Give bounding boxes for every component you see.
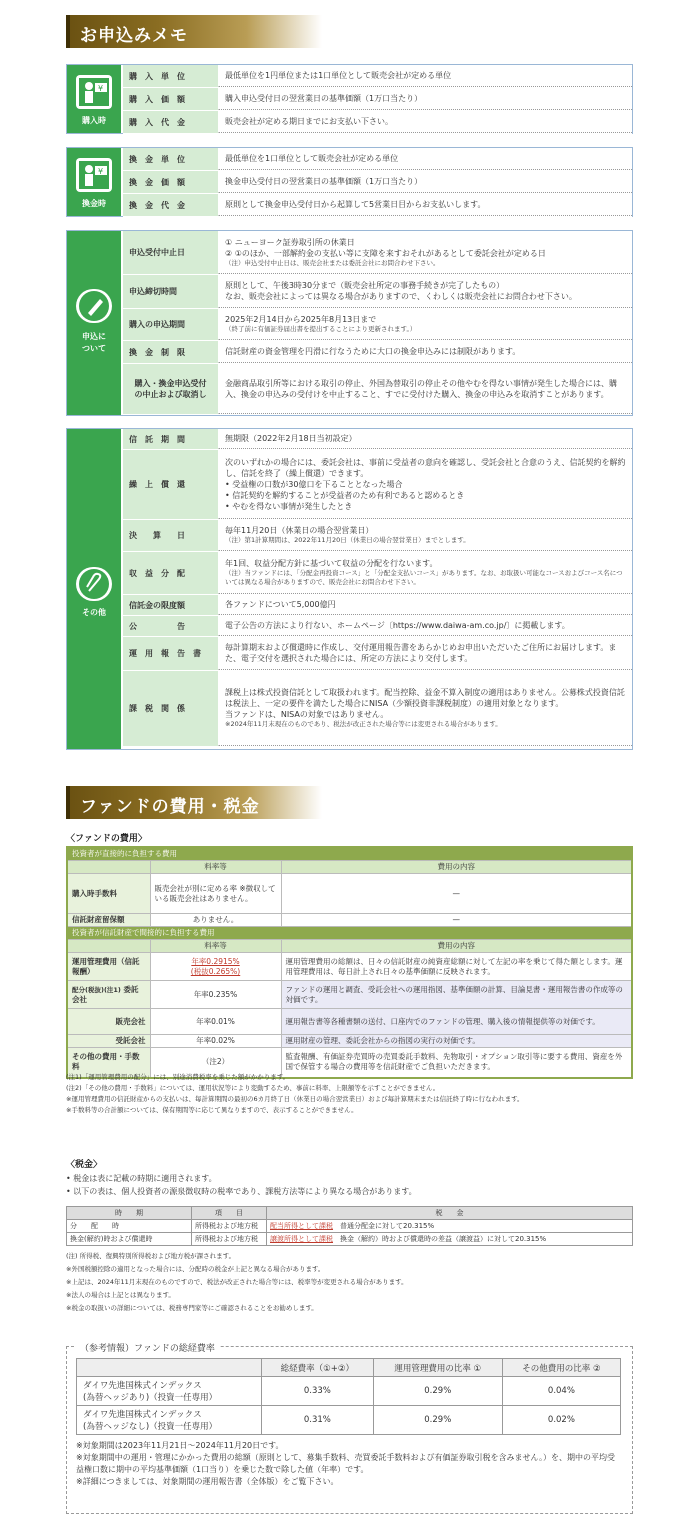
- fee-content: 運用報告書等各種書類の送付、口座内でのファンドの管理、購入後の情報提供等の対価です。: [281, 1009, 632, 1035]
- note: ※税金の取扱いの詳細については、税務専門家等にご確認されることをお勧めします。: [66, 1304, 318, 1312]
- tax-notes: [66, 1250, 408, 1315]
- row-value: 最低単位を1口単位として販売会社が定める単位: [218, 148, 632, 170]
- memo-title: お申込みメモ: [80, 26, 188, 46]
- ref-table: [76, 1358, 621, 1435]
- row-key: 収 益 分 配: [123, 552, 218, 594]
- note: (注) 所得税、復興特別所得税および地方税が課されます。: [66, 1252, 236, 1260]
- note: ※対象期間は2023年11月21日〜2024年11月20日です。: [76, 1441, 284, 1450]
- ratio: 0.02%: [502, 1406, 620, 1435]
- other-row: [123, 671, 632, 747]
- row-key: 信託金の限度額: [123, 595, 218, 615]
- tax-h: 税 金: [267, 1207, 633, 1220]
- apply-section: [66, 230, 633, 416]
- fee-rate: （注2）: [150, 1048, 281, 1078]
- fee-rate: 年率0.02%: [150, 1035, 281, 1048]
- ratio: 0.04%: [502, 1377, 620, 1406]
- apply-label-2: ついて: [82, 344, 106, 353]
- other-row: [123, 595, 632, 616]
- row-value: 金融商品取引所等における取引の停止、外国為替取引の停止その他やむを得ない事情が発生した場合には、購入、換金の申込みの受付けを中止すること、すでに受付けた購入、換金の申込みを取消すことがあります。: [218, 364, 632, 414]
- text: • やむを得ない事情が発生したとき: [225, 501, 353, 511]
- ref-h: 運用管理費用の比率 ①: [373, 1359, 502, 1377]
- row-key: 申込締切時間: [123, 275, 218, 308]
- row-key: 購 入 価 額: [123, 88, 218, 110]
- row-value: [218, 309, 632, 340]
- ref-h: 総経費率（①+②）: [262, 1359, 374, 1377]
- apply-side: [67, 231, 121, 415]
- direct-header: 投資者が直接的に負担する費用: [67, 847, 632, 861]
- text: ② ①のほか、一部解約金の支払い等に支障を来すおそれがあるとして委託会社が定める日: [225, 248, 546, 258]
- fee-content: 運用管理費用の総額は、日々の信託財産の純資産総額に対して左記の率を乗じて得た額とします。運用管理費用は、毎日計上され日々の基準価額に反映されます。: [281, 953, 632, 981]
- note: ※法人の場合は上記とは異なります。: [66, 1291, 175, 1299]
- row-value: 原則として換金申込受付日から起算して5営業日目からお支払いします。: [218, 194, 632, 216]
- text: なお、販売会社によっては異なる場合がありますので、くわしくは販売会社にお問合わせ下さい。: [225, 292, 577, 301]
- redeem-side: [67, 148, 121, 216]
- tax-type: 譲渡所得として課税: [270, 1235, 333, 1243]
- fee-content: 運用財産の管理、委託会社からの指図の実行の対価です。: [281, 1035, 632, 1048]
- apply-row: [123, 364, 632, 415]
- row-value: 購入申込受付日の翌営業日の基準価額（1万口当たり）: [218, 88, 632, 110]
- apply-row: [123, 309, 632, 341]
- fee-content: —: [281, 914, 632, 927]
- pen-icon: [76, 289, 112, 323]
- blank: [77, 1359, 262, 1377]
- row-key: [123, 364, 218, 414]
- mg-rate-ex: (税抜0.265%): [190, 966, 241, 976]
- row-key: 換 金 単 位: [123, 148, 218, 170]
- ratio: 0.29%: [373, 1377, 502, 1406]
- row-value: [218, 231, 632, 274]
- row-key: 購 入 代 金: [123, 111, 218, 133]
- row-value: 無期限（2022年2月18日当初設定）: [218, 429, 632, 449]
- apply-row: [123, 275, 632, 309]
- text: • 受益権の口数が30億口を下ることとなった場合: [225, 479, 403, 489]
- apply-row: [123, 231, 632, 275]
- apply-label-1: 申込に: [82, 332, 106, 341]
- row-value: 電子公告の方法により行ない、ホームページ〔https://www.daiwa-am.co.jp/〕に掲載します。: [218, 616, 632, 636]
- fee-key: 購入時手数料: [67, 874, 150, 914]
- paperclip-icon: [76, 567, 112, 601]
- other-section: [66, 428, 633, 750]
- note: (注2)「その他の費用・手数料」については、運用状況等により変動するため、事前に料率、上限額等を示すことができません。: [66, 1084, 440, 1092]
- fee-key: 信託財産留保額: [67, 914, 150, 927]
- fees-title: ファンドの費用・税金: [80, 797, 260, 817]
- row-key: 繰 上 償 還: [123, 450, 218, 519]
- tax-cell: 換金(解約)時および償還時: [67, 1233, 192, 1246]
- fund-line: (為替ヘッジあり)（投資一任専用）: [83, 1393, 218, 1403]
- text: • 信託契約を解約することが受益者のため有利であると認めるとき: [225, 490, 465, 500]
- other-row: [123, 616, 632, 637]
- fees-subtitle: 〈ファンドの費用〉: [66, 834, 147, 844]
- purchase-label: 購入時: [82, 116, 106, 125]
- row-value: [218, 275, 632, 308]
- content-header: 費用の内容: [281, 940, 632, 953]
- tax-h: 項 目: [192, 1207, 267, 1220]
- blank: [67, 940, 150, 953]
- row-key: 換 金 制 限: [123, 341, 218, 363]
- key-line: の中止および取消し: [134, 390, 207, 399]
- purchase-row: [123, 65, 632, 88]
- bullet: • 以下の表は、個人投資者の源泉徴収時の税率であり、課税方法等により異なる場合があります。: [66, 1187, 417, 1196]
- other-label: その他: [82, 608, 106, 617]
- fee-key: その他の費用・手数料: [67, 1048, 150, 1078]
- fee-rate: 年率0.01%: [150, 1009, 281, 1035]
- fund-name: [77, 1406, 262, 1435]
- fee-rate: 販売会社が別に定める率 ※徴収している販売会社はありません。: [150, 874, 281, 914]
- row-value: 信託財産の資金管理を円滑に行なうために大口の換金申込みには制限があります。: [218, 341, 632, 363]
- tax-cell: [267, 1233, 633, 1246]
- text: 当ファンドは、NISAの対象ではありません。: [225, 710, 389, 719]
- row-value: 毎計算期末および償還時に作成し、交付運用報告書をあらかじめお申出いただいたご住所にお届けします。また、電子交付を選択された場合には、所定の方法により交付します。: [218, 637, 632, 670]
- fee-content: 監査報酬、有価証券売買時の売買委託手数料、先物取引・オプション取引等に要する費用、資産を外国で保管する場合の費用等を信託財産でご負担いただきます。: [281, 1048, 632, 1078]
- purchase-row: [123, 111, 632, 134]
- tax-cell: [267, 1220, 633, 1233]
- tax-h: 時 期: [67, 1207, 192, 1220]
- other-row: [123, 520, 632, 552]
- ref-notes: [76, 1440, 621, 1488]
- tax-cell: 所得税および地方税: [192, 1220, 267, 1233]
- row-value: 販売会社が定める期日までにお支払い下さい。: [218, 111, 632, 133]
- text: 毎年11月20日（休業日の場合翌営業日）: [225, 526, 374, 535]
- apply-label: [67, 331, 121, 355]
- row-key: 換 金 代 金: [123, 194, 218, 216]
- svg-text:¥: ¥: [98, 167, 104, 176]
- fund-line: (為替ヘッジなし)（投資一任専用）: [83, 1422, 218, 1432]
- note: (注1)「運用管理費用の配分」には、別途消費税率を乗じた額がかかります。: [66, 1073, 290, 1081]
- row-value: [218, 520, 632, 551]
- row-key: 決 算 日: [123, 520, 218, 551]
- alloc-name: 受託会社: [67, 1035, 150, 1048]
- text: 2025年2月14日から2025年8月13日まで: [225, 315, 377, 324]
- fee-content: ファンドの運用と調査、受託会社への運用指図、基準価額の計算、目論見書・運用報告書の作成等の対価です。: [281, 981, 632, 1009]
- other-row: [123, 450, 632, 520]
- content-header: 費用の内容: [281, 861, 632, 874]
- tax-table: [66, 1206, 633, 1246]
- note: ※運用管理費用の信託財産からの支払いは、毎計算期間の最初の6カ月終了日（休業日の場合翌営業日）および毎計算期末または信託終了時に行なわれます。: [66, 1095, 524, 1103]
- text: 原則として、午後3時30分まで（販売会社所定の事務手続きが完了したもの）: [225, 281, 505, 290]
- ratio: 0.33%: [262, 1377, 374, 1406]
- tax-type: 配当所得として課税: [270, 1222, 333, 1230]
- row-value: 最低単位を1円単位または1口単位として販売会社が定める単位: [218, 65, 632, 87]
- row-key: 信 託 期 間: [123, 429, 218, 449]
- fund-name: [77, 1377, 262, 1406]
- purchase-section: [66, 64, 633, 134]
- apply-row: [123, 341, 632, 364]
- redeem-row: [123, 194, 632, 217]
- text: 年1回、収益分配方針に基づいて収益の分配を行ないます。: [225, 559, 438, 568]
- fund-line: ダイワ先進国株式インデックス: [83, 1381, 202, 1391]
- note: （終了前に有価証券届出書を提出することにより更新されます。）: [225, 325, 417, 333]
- tax-rate: 普通分配金に対して20.315%: [340, 1222, 435, 1230]
- note: ※手数料等の合計額については、保有期間等に応じて異なりますので、表示することができません。: [66, 1106, 358, 1114]
- note: （注）申込受付中止日は、販売会社または委託会社にお問合わせ下さい。: [225, 258, 440, 267]
- row-value: [218, 450, 632, 519]
- key-line: 購入・換金申込受付: [134, 379, 207, 388]
- rate-header: 料率等: [150, 940, 281, 953]
- row-key: 公 告: [123, 616, 218, 636]
- alloc-name: 委託会社: [72, 984, 139, 1004]
- row-value: 各ファンドについて5,000億円: [218, 595, 632, 615]
- indirect-header: 投資者が信託財産で間接的に負担する費用: [67, 927, 632, 940]
- ratio: 0.29%: [373, 1406, 502, 1435]
- tax-cell: 所得税および地方税: [192, 1233, 267, 1246]
- row-key: 申込受付中止日: [123, 231, 218, 274]
- fee-rate: ありません。: [150, 914, 281, 927]
- note: （注）第1計算期間は、2022年11月20日（休業日の場合翌営業日）までとします。: [225, 536, 470, 544]
- text: ① ニューヨーク証券取引所の休業日: [225, 237, 355, 247]
- note: ※外国税額控除の適用となった場合には、分配時の税金が上記と異なる場合があります。: [66, 1265, 325, 1273]
- row-value: [218, 671, 632, 746]
- redeem-section: [66, 147, 633, 217]
- redeem-icon: [76, 158, 112, 192]
- fee-rate: [150, 953, 281, 981]
- fee-key: 運用管理費用（信託報酬）: [67, 953, 150, 981]
- tax-subtitle: 〈税金〉: [66, 1160, 103, 1170]
- memo-banner: [66, 15, 322, 48]
- row-key: 換 金 価 額: [123, 171, 218, 193]
- mg-rate: 年率0.2915%: [191, 956, 240, 966]
- redeem-label: 換金時: [82, 199, 106, 208]
- text: 次のいずれかの場合には、委託会社は、事前に受益者の意向を確認し、受託会社と合意のうえ、信託契約を解約し、信託を終了（繰上償還）できます。: [225, 457, 626, 478]
- row-key: 運 用 報 告 書: [123, 637, 218, 670]
- row-key: 購 入 単 位: [123, 65, 218, 87]
- blank: [67, 861, 150, 874]
- ratio: 0.31%: [262, 1406, 374, 1435]
- note: ※上記は、2024年11月末現在のものですので、税法が改正された場合等には、税率等が変更される場合があります。: [66, 1278, 408, 1286]
- tax-cell: 分 配 時: [67, 1220, 192, 1233]
- fee-rate: 年率0.235%: [150, 981, 281, 1009]
- rate-header: 料率等: [150, 861, 281, 874]
- alloc-label: 配分(税抜)(注1): [72, 985, 121, 994]
- text: 課税上は株式投資信託として取扱われます。配当控除、益金不算入制度の適用はありません。公募株式投資信託は税法上、一定の要件を満たした場合にNISA（少額投資非課税制度）の適用対象となります。: [225, 688, 625, 708]
- row-key: 購入の申込期間: [123, 309, 218, 340]
- purchase-side: [67, 65, 121, 133]
- other-row: [123, 552, 632, 595]
- fee-content: —: [281, 874, 632, 914]
- fund-line: ダイワ先進国株式インデックス: [83, 1410, 202, 1420]
- alloc-key: [67, 981, 150, 1009]
- fees-banner: [66, 786, 322, 819]
- note: ※対象期間中の運用・管理にかかった費用の総額（原則として、募集手数料、売買委託手数料および有価証券取引税を含みません。）を、期中の平均受益権口数に期中の平均基準価額（1口当り）を乗じた数で除した値（年率）です。: [76, 1453, 616, 1474]
- purchase-icon: [76, 75, 112, 109]
- svg-text:¥: ¥: [98, 84, 104, 93]
- redeem-row: [123, 148, 632, 171]
- tax-bullets: [66, 1172, 417, 1198]
- ref-h: その他費用の比率 ②: [502, 1359, 620, 1377]
- fees-table: [66, 846, 633, 1079]
- note: ※詳細につきましては、対象期間の運用報告書（全体版）をご覧下さい。: [76, 1477, 339, 1486]
- ref-title: （参考情報）ファンドの総経費率: [76, 1341, 219, 1354]
- other-side: [67, 429, 121, 749]
- fee-notes: [66, 1072, 633, 1116]
- row-key: 課 税 関 係: [123, 671, 218, 746]
- other-row: [123, 637, 632, 671]
- tax-rate: 換金（解約）時および償還時の差益（譲渡益）に対して20.315%: [340, 1235, 547, 1243]
- bullet: • 税金は表に記載の時期に適用されます。: [66, 1174, 217, 1183]
- other-row: [123, 429, 632, 450]
- redeem-row: [123, 171, 632, 194]
- note: ※2024年11月末現在のものであり、税法が改正された場合等には変更される場合があります。: [225, 720, 502, 728]
- row-value: 換金申込受付日の翌営業日の基準価額（1万口当たり）: [218, 171, 632, 193]
- purchase-row: [123, 88, 632, 111]
- alloc-name: 販売会社: [67, 1009, 150, 1035]
- row-value: [218, 552, 632, 594]
- note: （注）当ファンドには、「分配金再投資コース」と「分配金支払いコース」があります。なお、お取扱い可能なコースおよびコース名については異なる場合がありますので、販売会社にお問合わせ下さい。: [225, 569, 623, 586]
